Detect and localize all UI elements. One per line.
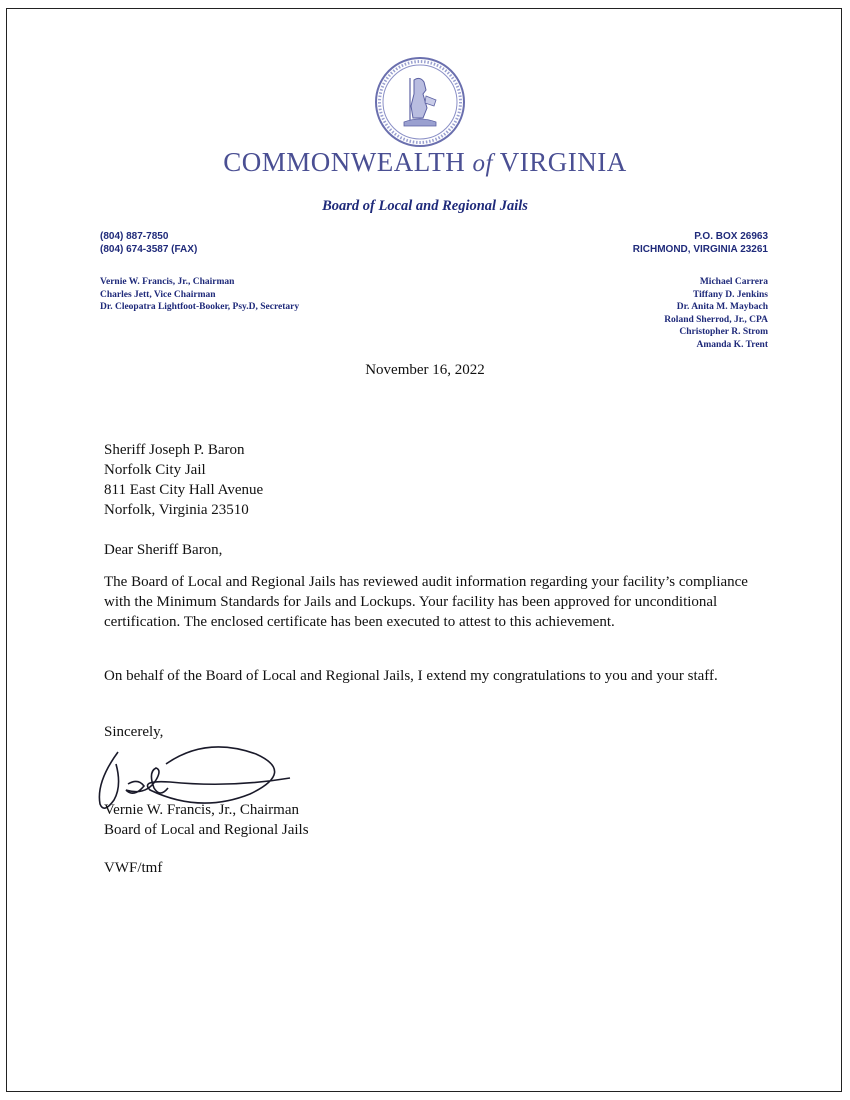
phone-number: (804) 887-7850 bbox=[100, 231, 169, 242]
recipient-line: Sheriff Joseph P. Baron bbox=[104, 442, 245, 458]
signature-block bbox=[104, 800, 764, 840]
letterhead-address-block bbox=[633, 230, 768, 256]
virginia-state-seal-icon bbox=[374, 56, 466, 148]
typist-initials: VWF/tmf bbox=[104, 860, 163, 876]
signer-organization: Board of Local and Regional Jails bbox=[104, 822, 309, 838]
letterhead-title bbox=[0, 147, 850, 178]
board-members-list bbox=[664, 276, 768, 351]
member-name: Tiffany D. Jenkins bbox=[692, 289, 768, 300]
member-name: Dr. Anita M. Maybach bbox=[676, 302, 768, 312]
fax-number: (804) 674-3587 (FAX) bbox=[100, 244, 198, 255]
officer-name: Dr. Cleopatra Lightfoot-Booker, Psy.D, Secretary bbox=[100, 302, 300, 312]
po-box: P.O. BOX 26963 bbox=[694, 231, 768, 242]
recipient-line: Norfolk, Virginia 23510 bbox=[104, 502, 249, 518]
letter-date: November 16, 2022 bbox=[365, 362, 485, 378]
board-officers-list bbox=[100, 276, 299, 314]
signer-name: Vernie W. Francis, Jr., Chairman bbox=[104, 802, 299, 818]
city-state-zip: RICHMOND, VIRGINIA 23261 bbox=[632, 244, 768, 255]
letterhead-phone-block bbox=[100, 230, 197, 256]
member-name: Amanda K. Trent bbox=[696, 339, 768, 350]
letterhead-board-name: Board of Local and Regional Jails bbox=[322, 198, 528, 214]
title-of: of bbox=[472, 150, 493, 177]
title-commonwealth: COMMONWEALTH bbox=[223, 147, 466, 177]
title-virginia: VIRGINIA bbox=[499, 147, 627, 177]
recipient-address bbox=[104, 440, 764, 520]
salutation: Dear Sheriff Baron, bbox=[104, 542, 223, 558]
recipient-line: 811 East City Hall Avenue bbox=[104, 482, 264, 498]
officer-name: Vernie W. Francis, Jr., Chairman bbox=[100, 277, 235, 287]
member-name: Roland Sherrod, Jr., CPA bbox=[664, 314, 768, 325]
member-name: Michael Carrera bbox=[699, 277, 768, 287]
body-paragraph-2: On behalf of the Board of Local and Regional Jails, I extend my congratulations to you and your staff. bbox=[104, 668, 718, 684]
officer-name: Charles Jett, Vice Chairman bbox=[100, 289, 216, 300]
body-paragraph-1: The Board of Local and Regional Jails has reviewed audit information regarding your facility’s compliance with the Minimum Standards for Jails and Lockups. Your facility has been approved for unconditional certification. The enclosed certificate has been executed to attest to this achievement. bbox=[104, 574, 748, 630]
member-name: Christopher R. Strom bbox=[679, 327, 768, 337]
recipient-line: Norfolk City Jail bbox=[104, 462, 206, 478]
closing: Sincerely, bbox=[104, 724, 164, 740]
